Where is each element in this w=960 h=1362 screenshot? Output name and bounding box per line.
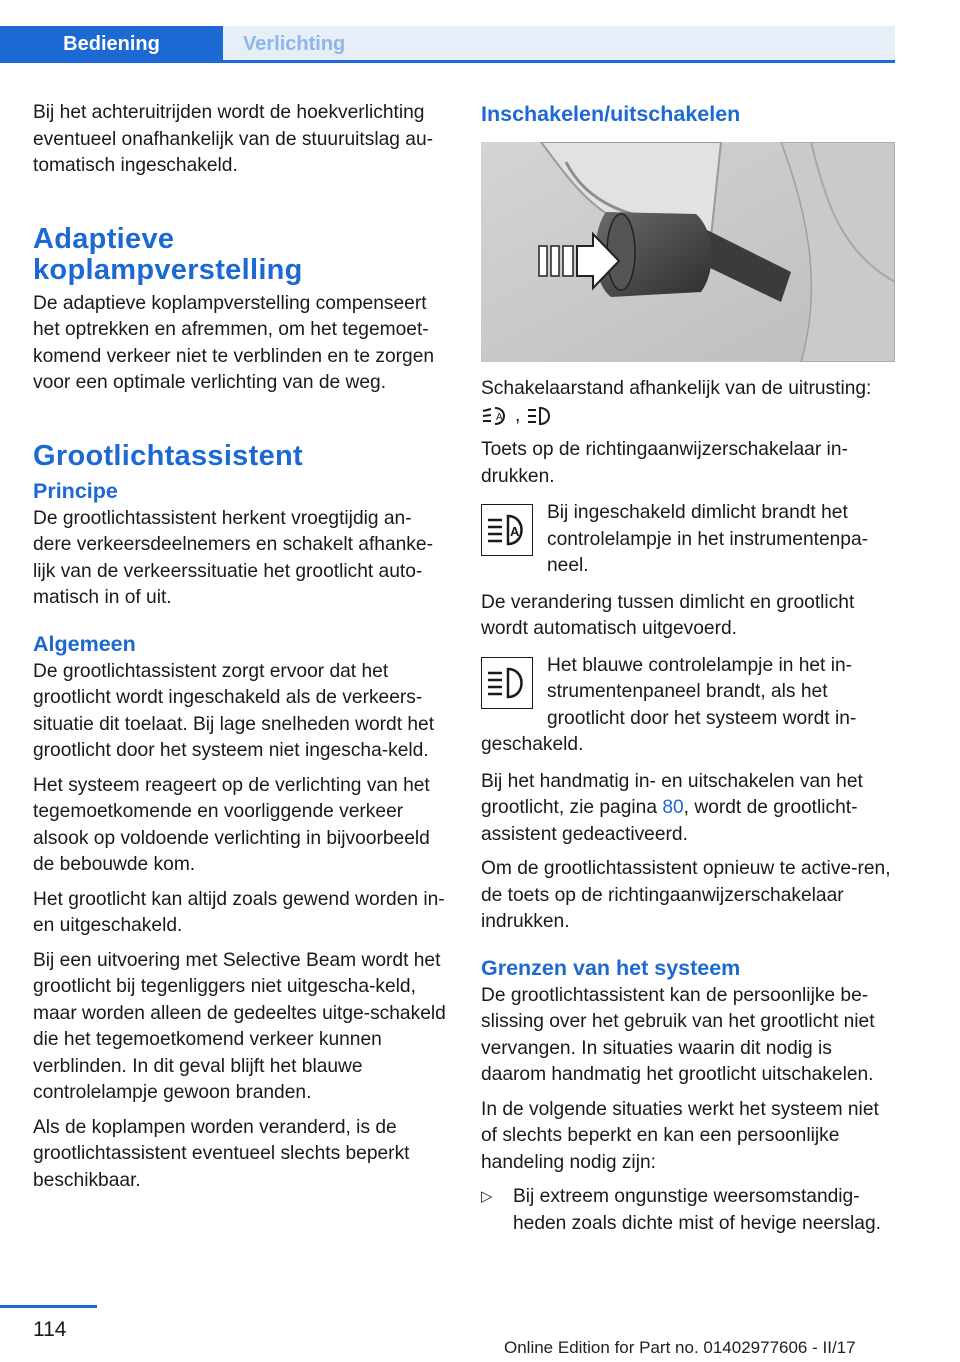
switch-position-text: Schakelaarstand afhankelijk van de uitrusting: <box>481 378 872 399</box>
footer-divider <box>0 1305 97 1308</box>
svg-text:A: A <box>496 411 503 423</box>
limits-paragraph-1: De grootlichtassistent kan de persoonlijke be‐slissing over het gebruik van het grootlicht niet vervangen. In situaties waarin dit nodig is daarom handmatig het grootlicht uitschakelen. <box>481 984 875 1086</box>
subheading-algemeen: Algemeen <box>33 631 136 656</box>
limits-list <box>481 1184 896 1237</box>
indicator-note-2 <box>481 653 896 759</box>
subheading-principe: Principe <box>33 478 118 503</box>
indicator-note-1-text: Bij ingeschakeld dimlicht brandt het controlelampje in het instrumentenpa‐neel. <box>547 502 869 577</box>
edition-note: Online Edition for Part no. 01402977606 - II/17 <box>504 1338 856 1357</box>
section-title-assistant: Grootlichtassistent <box>33 439 303 472</box>
indicator-note-1 <box>481 500 896 580</box>
reactivate-paragraph: Om de grootlichtassistent opnieuw te active‐ren, de toets op de richtingaanwijzerschakelaar indrukken. <box>481 858 891 933</box>
subheading-limits: Grenzen van het systeem <box>481 955 741 980</box>
principe-paragraph: De grootlichtassistent herkent vroegtijdig an‐dere verkeersdeelnemers en schakelt afhanke‐lijk van de verkeerssituatie het grootlicht auto‐matisch in of uit. <box>33 507 433 608</box>
right-column <box>481 100 896 1237</box>
press-paragraph: Toets op de richtingaanwijzerschakelaar in‐drukken. <box>481 439 848 487</box>
left-column <box>33 100 448 1202</box>
turn-signal-lever-illustration <box>481 142 895 362</box>
indicator-note-2-text-cont: geschakeld. <box>481 734 584 756</box>
limits-paragraph-2: In de volgende situaties werkt het systeem niet of slechts beperkt en kan een persoonlijke handeling nodig zijn: <box>481 1098 879 1173</box>
high-beam-assistant-alt-icon <box>526 404 554 428</box>
subheading-switch: Inschakelen/uitschakelen <box>481 102 741 126</box>
chapter-header <box>0 0 895 62</box>
switch-position-icons <box>481 403 554 430</box>
tab-verlichting[interactable]: Verlichting <box>223 26 895 62</box>
header-divider <box>0 60 895 63</box>
manual-text-end: , wordt de grootlicht‐assistent gedeactiveerd. <box>481 797 858 845</box>
low-beam-indicator-icon <box>481 504 533 556</box>
svg-text:A: A <box>510 524 520 540</box>
icon-separator: , <box>515 404 521 426</box>
algemeen-paragraph-4: Bij een uitvoering met Selective Beam wordt het grootlicht bij tegenliggers niet uitgescha‐keld, maar worden alleen de gedeeltes uitge‐schakeld die het tegemoetkomend verkeer kunnen verblinden. In dit geval blijft het blauwe controlelampje gewoon branden. <box>33 949 446 1103</box>
page-80-link[interactable]: 80 <box>662 797 684 819</box>
algemeen-paragraph-3: Het grootlicht kan altijd zoals gewend worden in- en uitgeschakeld. <box>33 888 445 936</box>
manual-paragraph <box>481 769 896 849</box>
indicator-note-2-text: Het blauwe controlelampje in het in‐strumentenpaneel brandt, als het grootlicht door het systeem wordt in‐ <box>547 654 857 729</box>
algemeen-paragraph-5: Als de koplampen worden veranderd, is de grootlichtassistent eventueel slechts beperkt beschikbaar. <box>33 1116 410 1191</box>
algemeen-paragraph-1: De grootlichtassistent zorgt ervoor dat het grootlicht wordt ingeschakeld als de verkeers‐situatie dit toelaat. Bij lage snelheden wordt het grootlicht door het systeem niet ingescha‐keld. <box>33 660 435 761</box>
manual-text-start: Bij het handmatig in- en uitschakelen van het grootlicht, zie pagina <box>481 770 863 819</box>
high-beam-assistant-icon <box>481 404 509 428</box>
tab-bediening[interactable]: Bediening <box>0 26 223 62</box>
algemeen-paragraph-2: Het systeem reageert op de verlichting van het tegemoetkomende en voorliggende verkeer alsook op voldoende verlichting in bijvoorbeeld de bebouwde kom. <box>33 774 430 875</box>
switch-position-paragraph <box>481 376 896 429</box>
intro-paragraph: Bij het achteruitrijden wordt de hoekverlichting eventueel onafhankelijk van de stuuruitslag au‐tomatisch ingeschakeld. <box>33 102 434 176</box>
high-beam-indicator-icon <box>481 657 533 709</box>
list-item: ▷ Bij extreem ongunstige weersomstandig‐heden zoals dichte mist of hevige neerslag. <box>481 1186 881 1234</box>
page-number: 114 <box>33 1318 67 1341</box>
adaptive-paragraph: De adaptieve koplampverstelling compenseert het optrekken en afremmen, om het tegemoet‐komend verkeer niet te verblinden en te zorgen voor een optimale verlichting van de weg. <box>33 292 435 393</box>
triangle-bullet-icon: ▷ <box>481 1188 493 1206</box>
auto-change-paragraph: De verandering tussen dimlicht en grootlicht wordt automatisch uitgevoerd. <box>481 591 855 640</box>
section-title-adaptive: Adaptieve koplampverstelling <box>33 222 303 286</box>
